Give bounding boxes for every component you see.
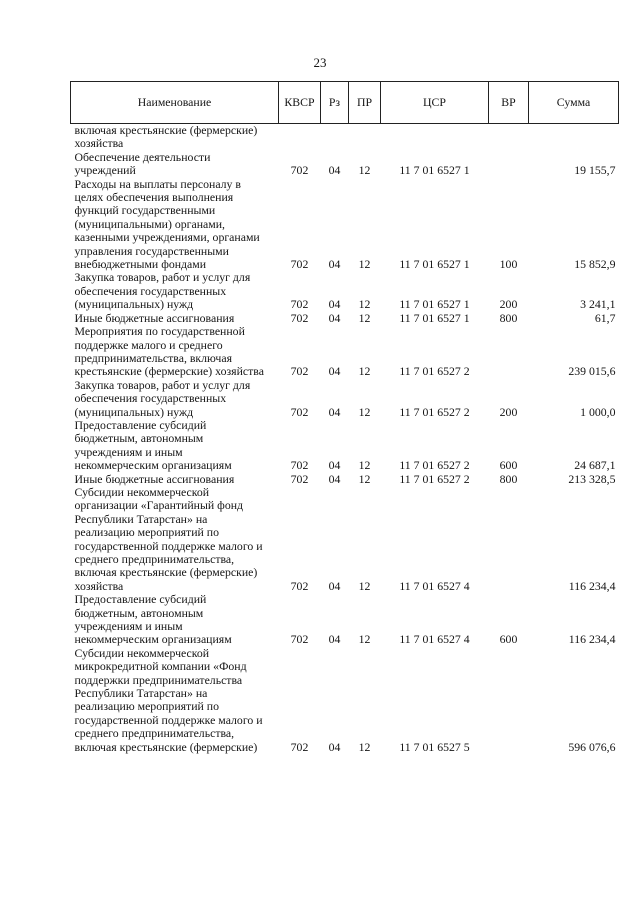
table-row — [71, 151, 619, 178]
row-vr: 600 — [499, 632, 518, 647]
row-rz: 04 — [328, 297, 341, 312]
row-sum: 1 000,0 — [580, 404, 616, 419]
row-rz: 04 — [328, 404, 341, 419]
row-pr: 12 — [358, 364, 371, 379]
row-sum: 3 241,1 — [580, 297, 616, 312]
row-name-line: включая крестьянские (фермерские) — [74, 565, 258, 580]
row-vr: 800 — [499, 310, 518, 325]
row-name-line: казенными учреждениями, органами — [74, 230, 260, 245]
row-name-line: хозяйства — [74, 136, 124, 151]
table-row — [71, 178, 619, 272]
row-sum: 239 015,6 — [568, 364, 616, 379]
row-name-line: реализацию мероприятий по — [74, 525, 219, 540]
row-rz: 04 — [328, 739, 341, 754]
row-csr: 11 7 01 6527 1 — [399, 310, 470, 325]
row-vr — [489, 325, 529, 379]
table-row — [71, 312, 619, 325]
budget-table-container — [70, 81, 618, 754]
row-csr: 11 7 01 6527 1 — [399, 163, 470, 178]
row-rz: 04 — [328, 310, 341, 325]
row-pr: 12 — [358, 578, 371, 593]
row-kvsr: 702 — [290, 310, 309, 325]
header-sum: Сумма — [529, 82, 619, 124]
header-rz: Рз — [321, 82, 349, 124]
row-kvsr: 702 — [290, 632, 309, 647]
row-sum: 116 234,4 — [568, 632, 616, 647]
row-name-line: организации «Гарантийный фонд — [74, 498, 244, 513]
row-kvsr: 702 — [290, 163, 309, 178]
row-rz: 04 — [328, 632, 341, 647]
row-sum: 116 234,4 — [568, 578, 616, 593]
row-kvsr: 702 — [290, 458, 309, 473]
row-name-line: поддержке малого и среднего — [74, 337, 223, 352]
header-vr: ВР — [489, 82, 529, 124]
table-row — [71, 124, 619, 151]
table-header — [71, 82, 619, 124]
row-pr: 12 — [358, 458, 371, 473]
row-csr: 11 7 01 6527 5 — [399, 739, 470, 754]
row-name-line: Закупка товаров, работ и услуг для — [74, 270, 251, 285]
row-kvsr: 702 — [290, 578, 309, 593]
row-name — [71, 486, 279, 593]
row-kvsr: 702 — [290, 297, 309, 312]
table-row — [71, 473, 619, 486]
row-name-line: управления государственными — [74, 243, 229, 258]
row-name-line: целях обеспечения выполнения — [74, 190, 234, 205]
page-number: 23 — [313, 55, 327, 70]
row-name-line: учреждениям и иным — [74, 619, 183, 634]
row-name-line: (муниципальных) нужд — [74, 297, 194, 312]
row-vr: 200 — [499, 404, 518, 419]
row-name — [71, 312, 279, 325]
row-sum: 24 687,1 — [574, 458, 616, 473]
row-vr — [489, 486, 529, 593]
row-rz: 04 — [328, 471, 341, 486]
row-name-line: обеспечения государственных — [74, 283, 227, 298]
row-name-line: учреждений — [74, 163, 136, 178]
row-name — [71, 271, 279, 311]
row-rz: 04 — [328, 163, 341, 178]
row-name — [71, 178, 279, 272]
row-csr: 11 7 01 6527 4 — [399, 632, 470, 647]
header-name: Наименование — [71, 82, 279, 124]
row-name-line: бюджетным, автономным — [74, 605, 204, 620]
row-pr: 12 — [358, 404, 371, 419]
row-name-line: Иные бюджетные ассигнования — [74, 310, 235, 325]
row-name-line: обеспечения государственных — [74, 391, 227, 406]
row-vr: 100 — [499, 257, 518, 272]
row-vr — [489, 151, 529, 178]
row-sum: 15 852,9 — [574, 257, 616, 272]
row-name-line: Субсидии некоммерческой — [74, 484, 210, 499]
row-name-line: некоммерческим организациям — [74, 632, 232, 647]
row-rz — [321, 124, 349, 151]
table-row — [71, 325, 619, 379]
row-name-line: (муниципальных) нужд — [74, 404, 194, 419]
row-csr: 11 7 01 6527 2 — [399, 458, 470, 473]
row-kvsr: 702 — [290, 364, 309, 379]
row-name-line: (муниципальными) органами, — [74, 216, 226, 231]
row-name — [71, 419, 279, 473]
row-name-line: поддержки предпринимательства — [74, 672, 243, 687]
row-csr: 11 7 01 6527 2 — [399, 471, 470, 486]
row-name-line: Республики Татарстан» на — [74, 511, 208, 526]
row-name-line: Предоставление субсидий — [74, 417, 207, 432]
row-name — [71, 325, 279, 379]
table-row — [71, 419, 619, 473]
row-name-line: Иные бюджетные ассигнования — [74, 471, 235, 486]
row-name — [71, 473, 279, 486]
row-csr: 11 7 01 6527 1 — [399, 297, 470, 312]
row-name-line: микрокредитной компании «Фонд — [74, 659, 247, 674]
row-name-line: хозяйства — [74, 578, 124, 593]
row-name-line: Субсидии некоммерческой — [74, 645, 210, 660]
row-pr: 12 — [358, 739, 371, 754]
row-sum: 213 328,5 — [568, 471, 616, 486]
row-name-line: Предоставление субсидий — [74, 592, 207, 607]
row-name — [71, 124, 279, 151]
row-rz: 04 — [328, 257, 341, 272]
row-pr: 12 — [358, 471, 371, 486]
row-csr — [381, 124, 489, 151]
row-pr: 12 — [358, 257, 371, 272]
table-row — [71, 379, 619, 419]
budget-table — [70, 81, 619, 754]
row-csr: 11 7 01 6527 2 — [399, 364, 470, 379]
row-csr: 11 7 01 6527 4 — [399, 578, 470, 593]
row-vr: 600 — [499, 458, 518, 473]
row-name-line: предпринимательства, включая — [74, 350, 233, 365]
row-pr: 12 — [358, 297, 371, 312]
row-kvsr — [279, 124, 321, 151]
row-vr: 200 — [499, 297, 518, 312]
row-sum: 19 155,7 — [574, 163, 616, 178]
row-kvsr: 702 — [290, 471, 309, 486]
row-name-line: функций государственными — [74, 203, 216, 218]
row-vr: 800 — [499, 471, 518, 486]
row-pr: 12 — [358, 163, 371, 178]
row-kvsr: 702 — [290, 404, 309, 419]
row-vr — [489, 647, 529, 754]
header-kvsr: КВСР — [279, 82, 321, 124]
row-name-line: учреждениям и иным — [74, 444, 183, 459]
row-sum: 596 076,6 — [568, 739, 616, 754]
table-row — [71, 271, 619, 311]
row-csr: 11 7 01 6527 1 — [399, 257, 470, 272]
row-name-line: Республики Татарстан» на — [74, 686, 208, 701]
row-name-line: государственной поддержке малого и — [74, 538, 263, 553]
row-rz: 04 — [328, 578, 341, 593]
table-row — [71, 593, 619, 647]
row-sum: 61,7 — [594, 310, 616, 325]
row-name — [71, 593, 279, 647]
row-name-line: Закупка товаров, работ и услуг для — [74, 377, 251, 392]
row-name — [71, 647, 279, 754]
row-name-line: среднего предпринимательства, — [74, 726, 235, 741]
row-pr: 12 — [358, 310, 371, 325]
row-pr — [349, 124, 381, 151]
row-csr: 11 7 01 6527 2 — [399, 404, 470, 419]
row-name — [71, 151, 279, 178]
row-name-line: включая крестьянские (фермерские) — [74, 739, 258, 754]
header-csr: ЦСР — [381, 82, 489, 124]
row-name-line: среднего предпринимательства, — [74, 552, 235, 566]
row-rz: 04 — [328, 458, 341, 473]
row-name-line: государственной поддержке малого и — [74, 712, 263, 727]
row-kvsr: 702 — [290, 739, 309, 754]
table-row — [71, 486, 619, 593]
row-name-line: внебюджетными фондами — [74, 257, 207, 272]
row-vr — [489, 124, 529, 151]
row-kvsr: 702 — [290, 257, 309, 272]
row-pr: 12 — [358, 632, 371, 647]
table-row — [71, 647, 619, 754]
row-name-line: включая крестьянские (фермерские) — [74, 123, 258, 137]
header-pr: ПР — [349, 82, 381, 124]
row-name-line: бюджетным, автономным — [74, 431, 204, 446]
row-rz: 04 — [328, 364, 341, 379]
row-name-line: Расходы на выплаты персоналу в — [74, 176, 241, 191]
table-body — [71, 124, 619, 755]
row-name-line: Обеспечение деятельности — [74, 149, 211, 164]
row-name-line: некоммерческим организациям — [74, 458, 232, 473]
row-name — [71, 379, 279, 419]
row-name-line: реализацию мероприятий по — [74, 699, 219, 714]
row-sum — [529, 124, 619, 151]
header-row — [71, 82, 619, 124]
row-name-line: Мероприятия по государственной — [74, 324, 245, 339]
row-name-line: крестьянские (фермерские) хозяйства — [74, 364, 264, 379]
